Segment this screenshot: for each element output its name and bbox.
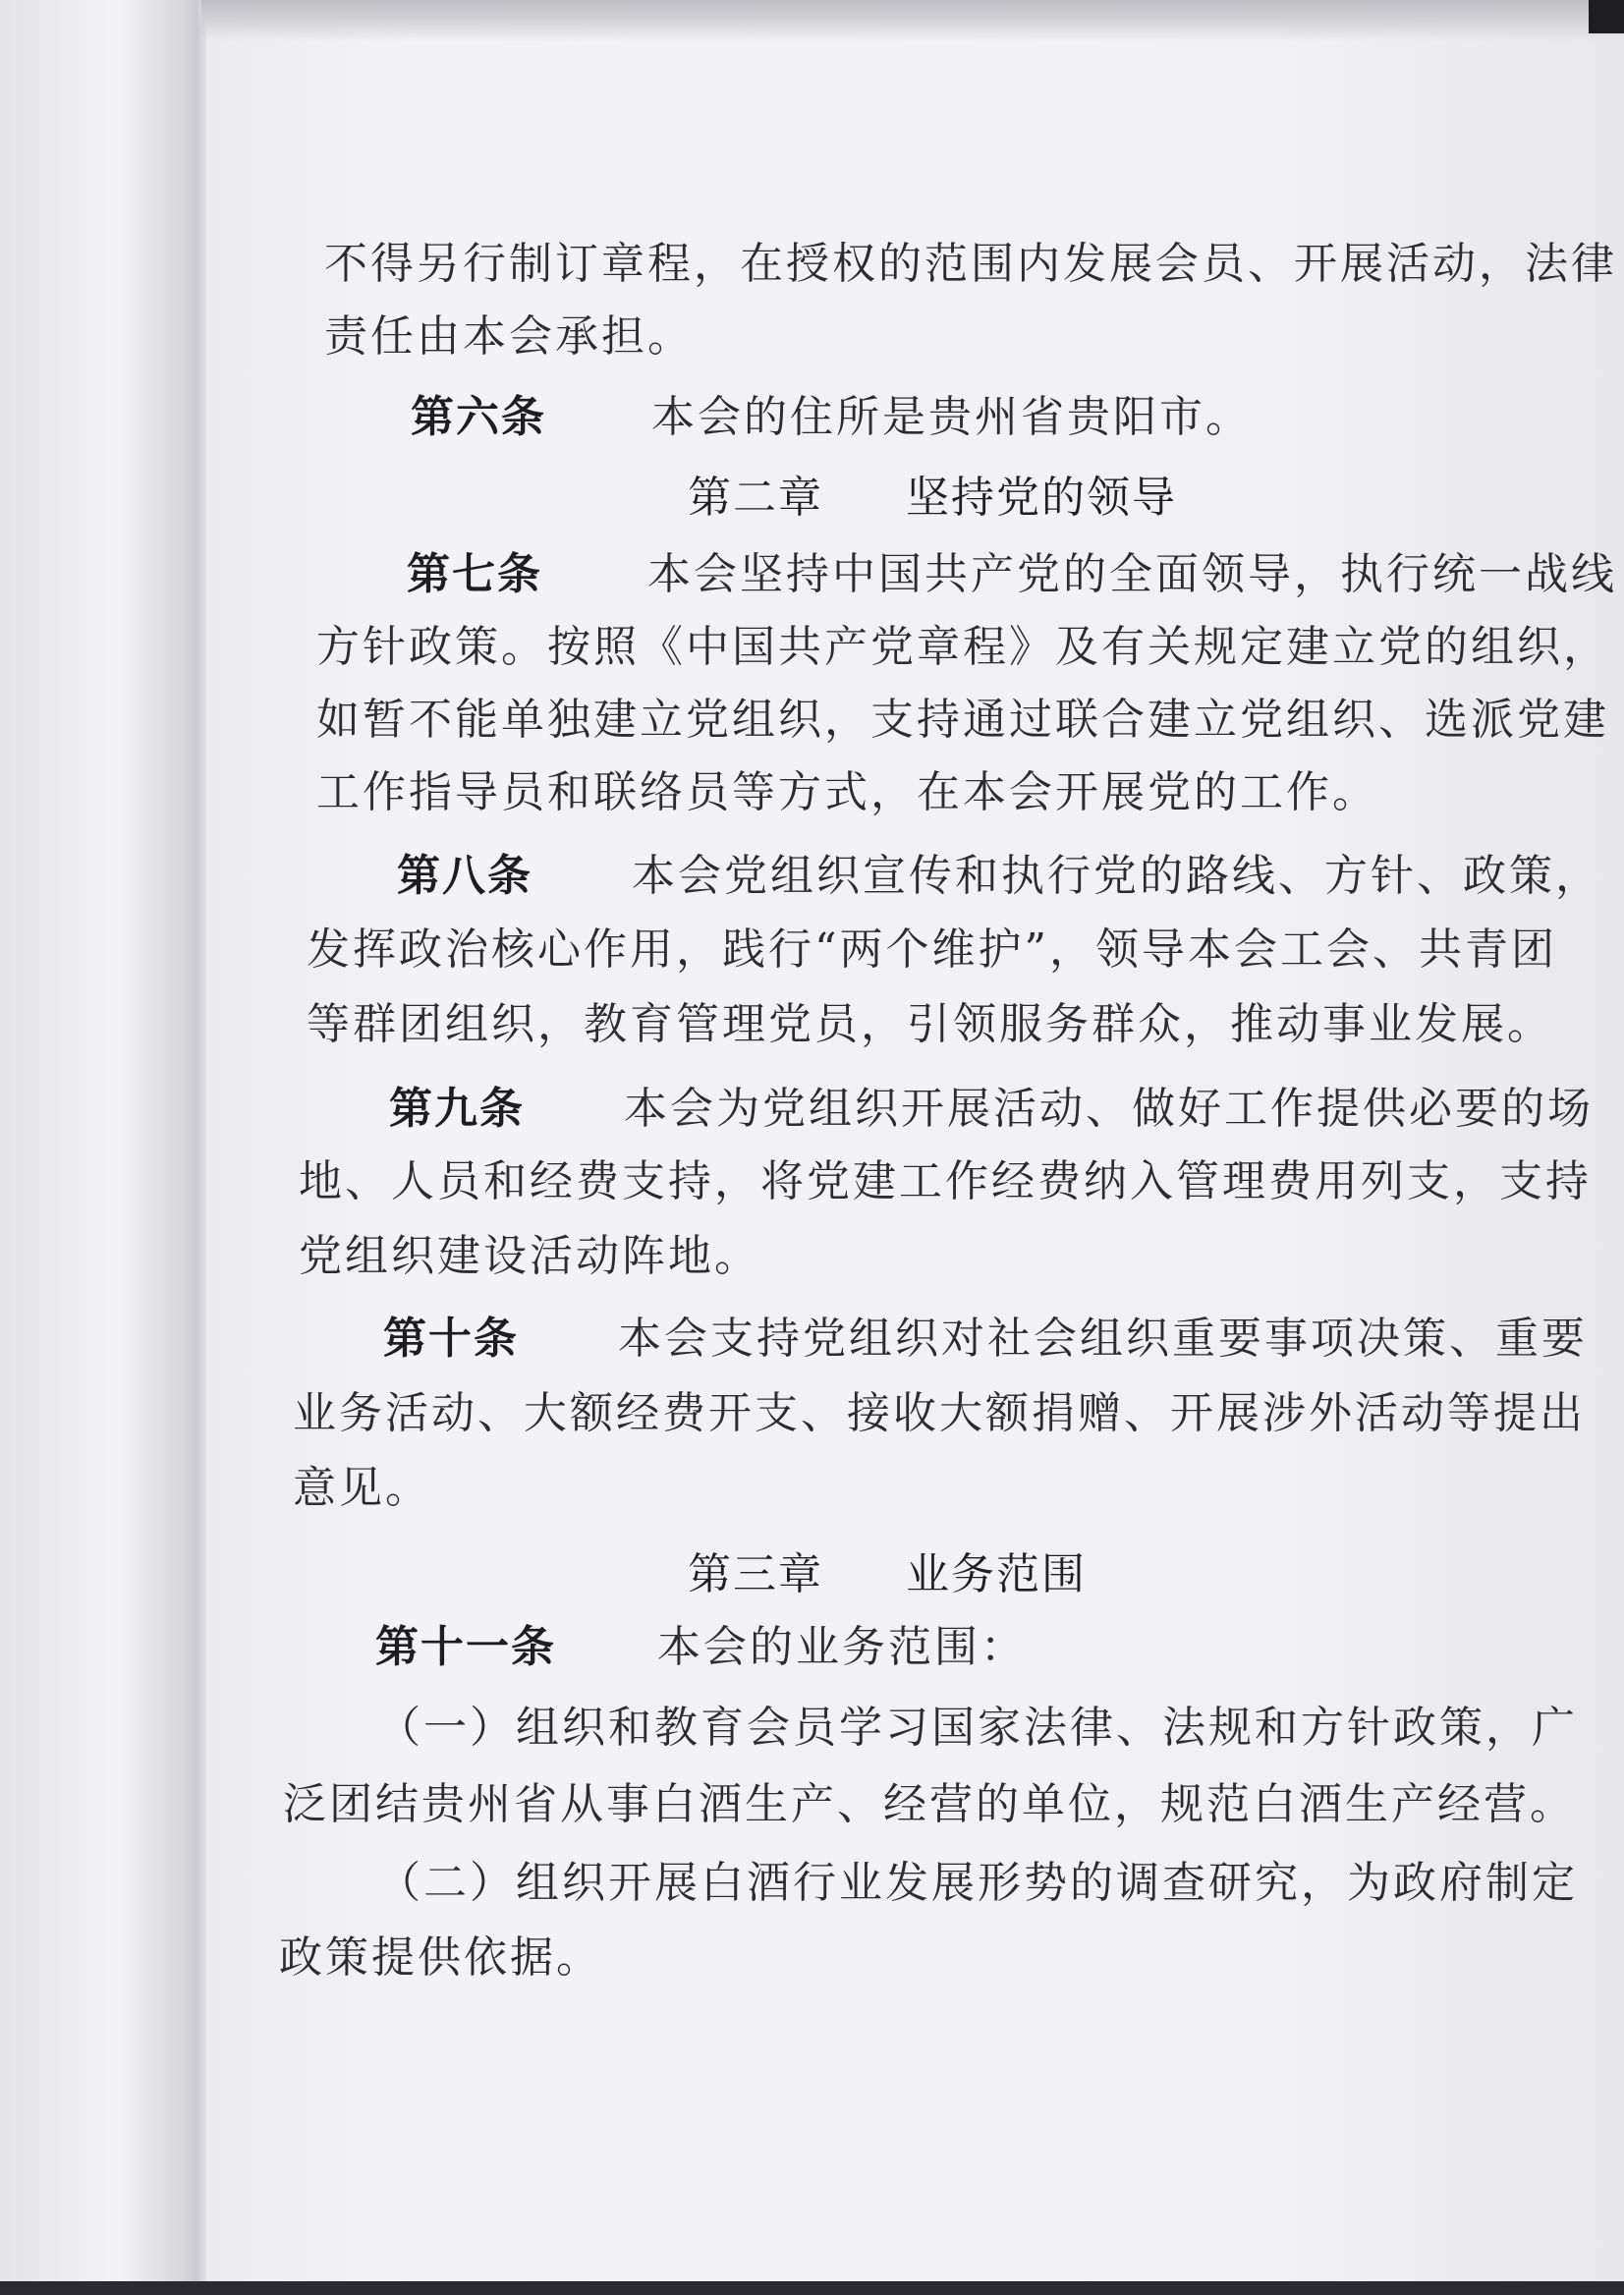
list-item: （一）组织和教育会员学习国家法律、法规和方针政策，广 [377,1703,1578,1753]
paragraph-line: 不得另行制订章程，在授权的范围内发展会员、开展活动，法律 [324,239,1617,289]
page-binding-fold [0,0,206,2295]
paragraph-line: 发挥政治核心作用，践行“两个维护”，领导本会工会、共青团 [307,924,1557,975]
article-label: 第八条 [397,851,532,901]
paragraph-line: 方针政策。按照《中国共产党章程》及有关规定建立党的组织， [316,622,1609,672]
article-text: 本会坚持中国共产党的全面领导，执行统一战线 [647,549,1617,599]
article-text: 本会支持党组织对社会组织重要事项决策、重要 [618,1314,1588,1364]
article-6 [411,381,1252,444]
article-label: 第七条 [407,549,542,599]
article-11 [375,1611,1027,1674]
article-label: 第十一条 [375,1622,556,1672]
list-item: 泛团结贵州省从事白酒生产、经营的单位，规范白酒生产经营。 [283,1779,1576,1829]
paragraph-line: 责任由本会承担。 [324,311,694,362]
article-label: 第九条 [389,1084,525,1134]
chapter-heading [688,462,1177,525]
article-text: 本会的住所是贵州省贵阳市。 [651,392,1252,442]
chapter-heading [688,1539,1087,1601]
article-7 [407,538,1617,601]
paragraph-line: 工作指导员和联络员等方式，在本会开展党的工作。 [316,767,1378,817]
article-9 [389,1073,1594,1136]
paragraph-line: 意见。 [293,1463,431,1513]
paragraph-line: 地、人员和经费支持，将党建工作经费纳入管理费用列支，支持 [299,1156,1592,1206]
article-10 [383,1303,1588,1366]
article-8 [397,840,1601,903]
paragraph-line: 党组织建设活动阵地。 [299,1231,760,1281]
article-text: 本会为党组织开展活动、做好工作提供必要的场 [624,1084,1594,1134]
article-label: 第六条 [411,392,546,442]
scan-bottom-edge [0,2281,1624,2295]
article-text: 本会的业务范围： [657,1622,1027,1672]
scan-corner-mark [1589,0,1624,33]
paragraph-line: 等群团组织，教育管理党员，引领服务群众，推动事业发展。 [307,999,1553,1049]
chapter-title: 坚持党的领导 [906,473,1177,523]
chapter-number: 第三章 [688,1549,823,1599]
paragraph-line: 如暂不能单独建立党组织，支持通过联合建立党组织、选派党建 [316,695,1609,745]
article-label: 第十条 [383,1314,519,1364]
scan-top-edge [201,0,1624,41]
chapter-title: 业务范围 [906,1549,1087,1599]
article-text: 本会党组织宣传和执行党的路线、方针、政策， [632,851,1601,901]
list-item: 政策提供依据。 [279,1932,602,1983]
list-item: （二）组织开展白酒行业发展形势的调查研究，为政府制定 [377,1858,1578,1908]
paragraph-line: 业务活动、大额经费开支、接收大额捐赠、开展涉外活动等提出 [293,1388,1586,1438]
chapter-number: 第二章 [688,473,823,523]
